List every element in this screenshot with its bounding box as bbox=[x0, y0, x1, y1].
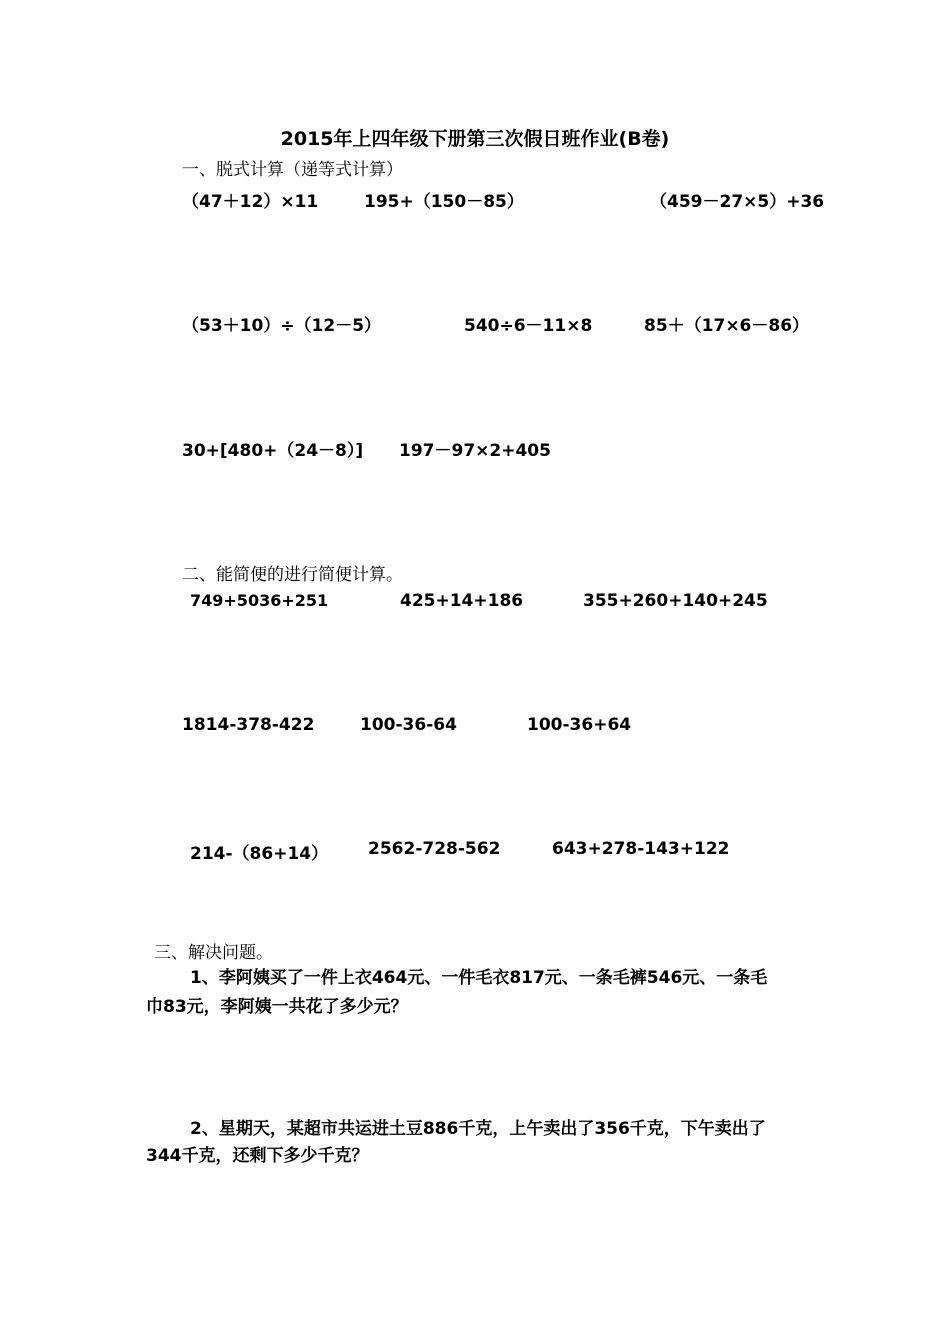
expression-1-6: 85＋（17×6－86） bbox=[644, 316, 810, 336]
expression-1-5: 540÷6－11×8 bbox=[464, 316, 593, 336]
word-problem-2-line-2: 344千克，还剩下多少千克？ bbox=[146, 1146, 369, 1166]
section-1-heading: 一、脱式计算（递等式计算） bbox=[182, 160, 403, 180]
expression-1-3: （459－27×5）+36 bbox=[650, 192, 825, 212]
expression-2-8: 2562-728-562 bbox=[368, 839, 501, 859]
expression-1-8: 197－97×2+405 bbox=[399, 441, 551, 461]
expression-1-1: （47＋12）×11 bbox=[182, 192, 319, 212]
expression-2-4: 1814-378-422 bbox=[182, 715, 315, 735]
worksheet-title: 2015年上四年级下册第三次假日班作业(B卷) bbox=[280, 128, 670, 150]
word-problem-2-line-1: 2、星期天，某超市共运进土豆886千克，上午卖出了356千克，下午卖出了 bbox=[190, 1119, 766, 1139]
expression-2-6: 100-36+64 bbox=[527, 715, 632, 735]
expression-2-3: 355+260+140+245 bbox=[583, 591, 768, 611]
expression-2-7: 214-（86+14） bbox=[190, 844, 329, 864]
expression-2-5: 100-36-64 bbox=[360, 715, 457, 735]
expression-1-7: 30+[480+（24－8）] bbox=[182, 441, 364, 461]
word-problem-1-line-1: 1、李阿姨买了一件上衣464元、一件毛衣817元、一条毛裤546元、一条毛 bbox=[190, 968, 768, 988]
word-problem-1-line-2: 巾83元，李阿姨一共花了多少元？ bbox=[146, 997, 408, 1017]
section-2-heading: 二、能简便的进行简便计算。 bbox=[182, 565, 403, 585]
expression-1-2: 195+（150－85） bbox=[364, 192, 524, 212]
expression-2-2: 425+14+186 bbox=[400, 591, 524, 611]
expression-2-9: 643+278-143+122 bbox=[552, 839, 730, 859]
section-3-heading: 三、解决问题。 bbox=[154, 943, 273, 963]
expression-2-1: 749+5036+251 bbox=[190, 591, 329, 610]
expression-1-4: （53＋10）÷（12－5） bbox=[182, 316, 382, 336]
